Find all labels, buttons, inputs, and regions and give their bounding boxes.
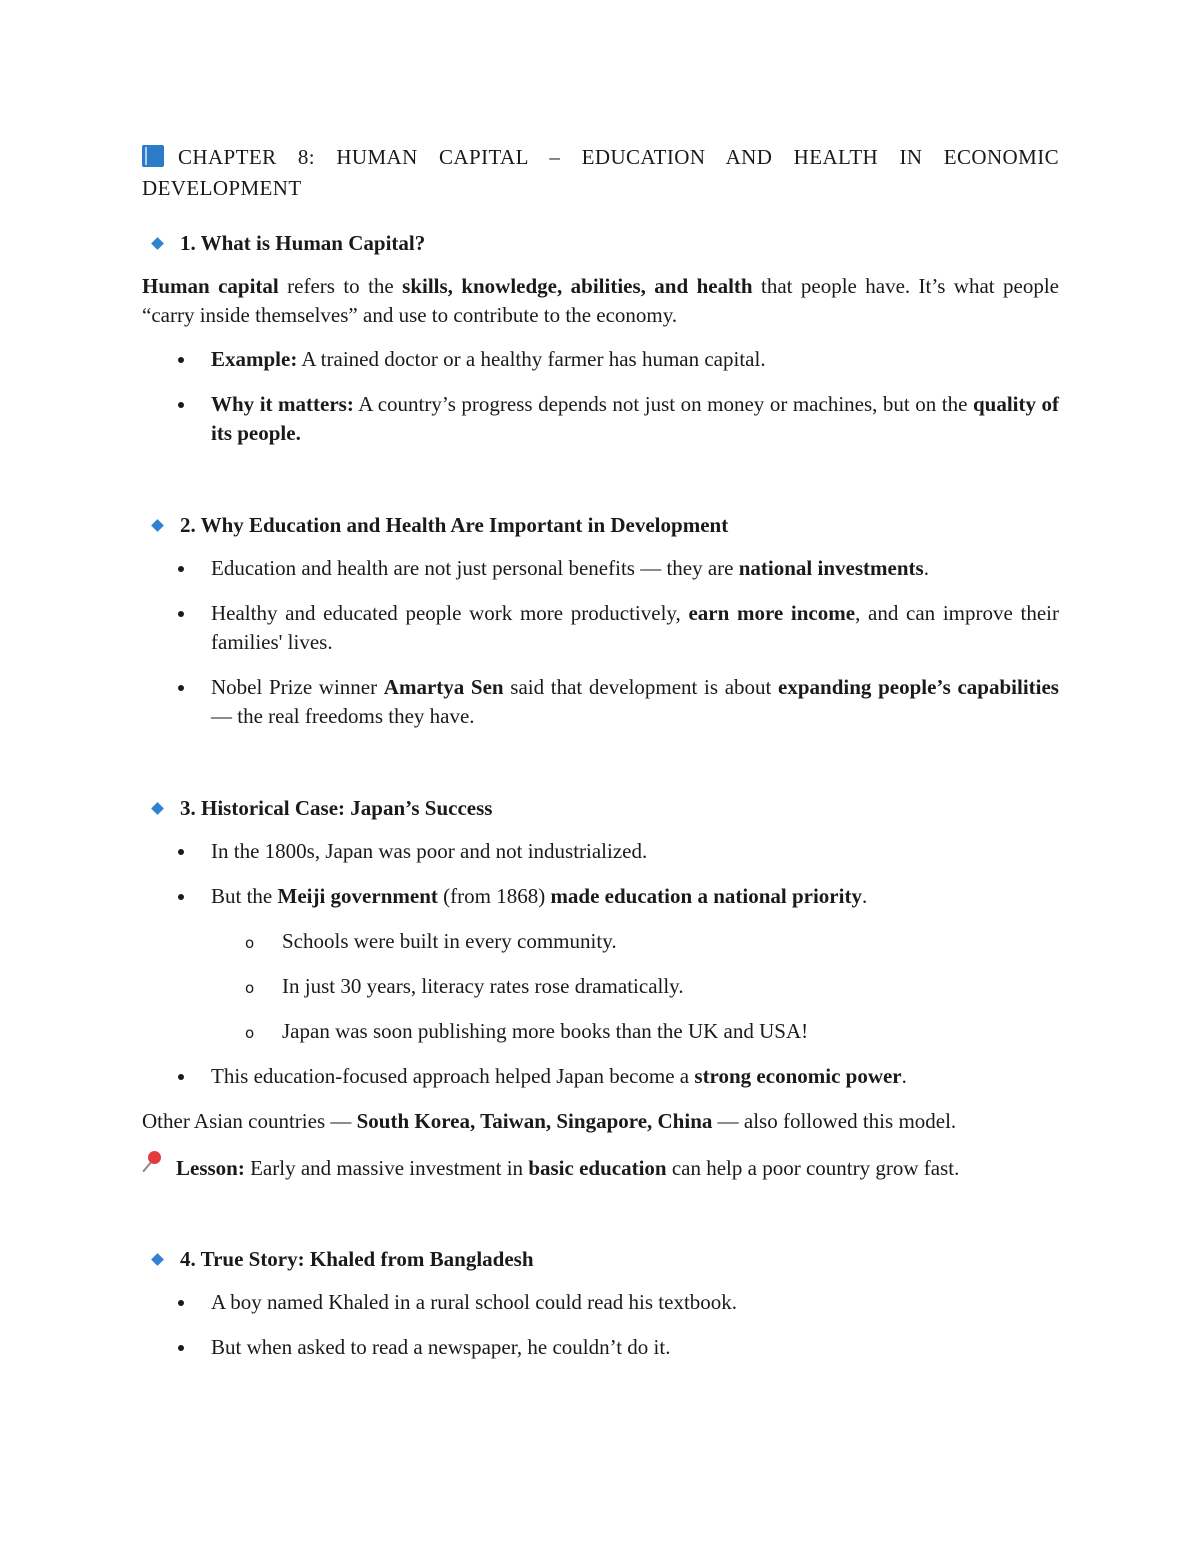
human-capital-definition: Human capital refers to the skills, knowledge, abilities, and health that people have. It’s what people “carry inside themselves” and use to contribute to the economy. — [142, 274, 1059, 327]
list-item: Example: A trained doctor or a healthy farmer has human capital. — [142, 345, 1059, 374]
sub-list-item: o Schools were built in every community. — [211, 927, 1059, 956]
chapter-title-text: CHAPTER 8: HUMAN CAPITAL – EDUCATION AND HEALTH IN ECONOMIC DEVELOPMENT — [142, 145, 1059, 200]
section-3-heading — [142, 793, 1059, 823]
section-2-heading-text: 2. Why Education and Health Are Important in Development — [180, 513, 729, 537]
list-item: Why it matters: A country’s progress depends not just on money or machines, but on the quality of its people. — [142, 390, 1059, 448]
document-page — [142, 142, 1059, 1378]
section-2-heading — [142, 510, 1059, 540]
section-4-heading — [142, 1244, 1059, 1274]
chapter-title — [142, 142, 1059, 204]
sub-list-item: o Japan was soon publishing more books than the UK and USA! — [211, 1017, 1059, 1046]
section-4-bullets — [142, 1288, 1059, 1362]
list-item: This education-focused approach helped Japan become a strong economic power. — [142, 1062, 1059, 1091]
sub-list — [211, 927, 1059, 1046]
list-item: Nobel Prize winner Amartya Sen said that development is about expanding people’s capabilities — the real freedoms they have. — [142, 673, 1059, 731]
book-icon — [142, 145, 164, 167]
section-4-heading-text: 4. True Story: Khaled from Bangladesh — [180, 1247, 534, 1271]
diamond-icon — [151, 237, 164, 250]
list-item: Education and health are not just personal benefits — they are national investments. — [142, 554, 1059, 583]
section-2-bullets — [142, 554, 1059, 731]
section-3-bullets — [142, 837, 1059, 1091]
list-item: Healthy and educated people work more productively, earn more income, and can improve their families' lives. — [142, 599, 1059, 657]
lesson-note: Lesson: Early and massive investment in basic education can help a poor country grow fast. — [142, 1151, 1059, 1183]
section-1-heading-text: 1. What is Human Capital? — [180, 231, 426, 255]
list-item: A boy named Khaled in a rural school could read his textbook. — [142, 1288, 1059, 1317]
list-item: But the Meiji government (from 1868) made education a national priority. o Schools were built in every community. o In just 30 years, literacy rates rose dramatically. o Japan was soon publishing more books than the UK and USA! — [142, 882, 1059, 1046]
diamond-icon — [151, 802, 164, 815]
section-1-heading — [142, 228, 1059, 258]
section-3-heading-text: 3. Historical Case: Japan’s Success — [180, 796, 493, 820]
pushpin-icon — [142, 1151, 164, 1175]
list-item: In the 1800s, Japan was poor and not industrialized. — [142, 837, 1059, 866]
diamond-icon — [151, 1253, 164, 1266]
list-item: But when asked to read a newspaper, he couldn’t do it. — [142, 1333, 1059, 1362]
other-asian-countries: Other Asian countries — South Korea, Taiwan, Singapore, China — also followed this model. — [142, 1109, 957, 1133]
diamond-icon — [151, 519, 164, 532]
sub-list-item: o In just 30 years, literacy rates rose dramatically. — [211, 972, 1059, 1001]
section-1-bullets — [142, 345, 1059, 448]
